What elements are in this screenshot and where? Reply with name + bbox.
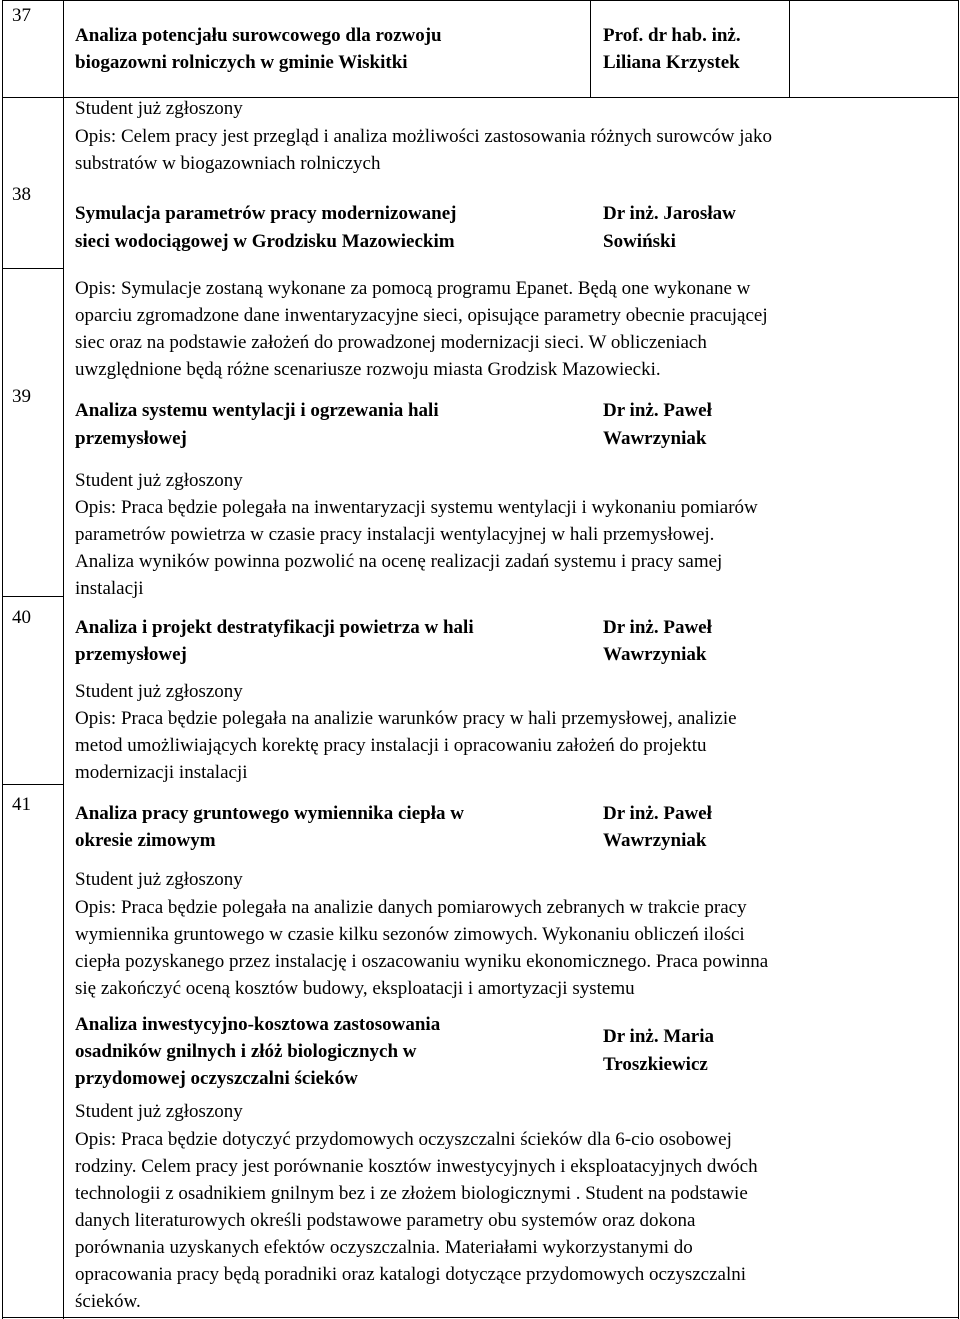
thesis-title-line: Symulacja parametrów pracy modernizowanej bbox=[75, 203, 457, 224]
description-line: metod umożliwiających korektę pracy instalacji i opracowaniu założeń do projektu bbox=[75, 735, 707, 756]
number-column-divider bbox=[63, 0, 64, 1319]
description-line: technologii z osadnikiem gnilnym bez i ze złożem biologicznymi . Student na podstawie bbox=[75, 1183, 748, 1204]
description-line: Opis: Praca będzie polegała na inwentaryzacji systemu wentylacji i wykonaniu pomiarów bbox=[75, 497, 758, 518]
description-label: Opis bbox=[75, 897, 111, 918]
thesis-title-line: przydomowej oczyszczalni ścieków bbox=[75, 1068, 358, 1089]
description-line: Opis: Praca będzie dotyczyć przydomowych oczyszczalni ścieków dla 6-cio osobowej bbox=[75, 1129, 732, 1150]
row-divider bbox=[2, 596, 64, 597]
description-line: rodziny. Celem pracy jest porównanie kosztów inwestycyjnych i eksploatacyjnych dwóch bbox=[75, 1156, 758, 1177]
row-number: 39 bbox=[12, 386, 31, 407]
description-line: oparciu zgromadzone dane inwentaryzacyjne sieci, opisujące parametry obecnie pracującej bbox=[75, 305, 768, 326]
supervisor-line: Liliana Krzystek bbox=[603, 52, 740, 73]
description-line: się zakończyć oceną kosztów budowy, eksploatacji i amortyzacji systemu bbox=[75, 978, 635, 999]
thesis-title-line: Analiza potencjału surowcowego dla rozwoju bbox=[75, 25, 442, 46]
row-number: 38 bbox=[12, 184, 31, 205]
description-label: Opis bbox=[75, 126, 111, 147]
description-label: Opis bbox=[75, 708, 111, 729]
description-text: Symulacje zostaną wykonane za pomocą programu Epanet. Będą one wykonane w bbox=[120, 278, 751, 299]
supervisor-line: Dr inż. Maria bbox=[603, 1026, 714, 1047]
status-text: Student już zgłoszony bbox=[75, 1101, 243, 1122]
thesis-title-line: Analiza systemu wentylacji i ogrzewania hali bbox=[75, 400, 439, 421]
thesis-title-line: okresie zimowym bbox=[75, 830, 216, 851]
description-text: Praca będzie polegała na analizie danych pomiarowych zebranych w trakcie pracy bbox=[120, 897, 747, 918]
table-left-border bbox=[2, 0, 3, 1319]
description-text: Praca będzie polegała na inwentaryzacji systemu wentylacji i wykonaniu pomiarów bbox=[120, 497, 758, 518]
description-line: ścieków. bbox=[75, 1291, 141, 1312]
thesis-title-line: osadników gnilnych i złóż biologicznych w bbox=[75, 1041, 417, 1062]
status-text: Student już zgłoszony bbox=[75, 470, 243, 491]
description-line: Opis: Symulacje zostaną wykonane za pomocą programu Epanet. Będą one wykonane w bbox=[75, 278, 751, 299]
supervisor-line: Wawrzyniak bbox=[603, 830, 707, 851]
status-text: Student już zgłoszony bbox=[75, 869, 243, 890]
table-top-border bbox=[2, 0, 959, 1]
status-text: Student już zgłoszony bbox=[75, 98, 243, 119]
supervisor-line: Troszkiewicz bbox=[603, 1054, 708, 1075]
table-bottom-border bbox=[2, 1317, 959, 1318]
row-number: 40 bbox=[12, 607, 31, 628]
description-line: uwzględnione będą różne scenariusze rozwoju miasta Grodzisk Mazowiecki. bbox=[75, 359, 661, 380]
description-line: Analiza wyników powinna pozwolić na ocenę realizacji zadań systemu i pracy samej bbox=[75, 551, 723, 572]
row-divider bbox=[2, 268, 64, 269]
row-divider bbox=[2, 784, 64, 785]
supervisor-line: Wawrzyniak bbox=[603, 644, 707, 665]
description-label: Opis bbox=[75, 497, 111, 518]
description-line: ciepła pozyskanego przez instalację i oszacowaniu wyniku ekonomicznego. Praca powinna bbox=[75, 951, 769, 972]
supervisor-line: Wawrzyniak bbox=[603, 428, 707, 449]
supervisor-line: Dr inż. Paweł bbox=[603, 803, 712, 824]
description-line: parametrów powietrza w czasie pracy instalacji wentylacyjnej w hali przemysłowej. bbox=[75, 524, 715, 545]
description-text: Praca będzie dotyczyć przydomowych oczyszczalni ścieków dla 6-cio osobowej bbox=[120, 1129, 732, 1150]
description-line: opracowania pracy będą poradniki oraz katalogi dotyczące przydomowych oczyszczalni bbox=[75, 1264, 747, 1285]
supervisor-line: Dr inż. Jarosław bbox=[603, 203, 736, 224]
description-line: Opis: Praca będzie polegała na analizie warunków pracy w hali przemysłowej, analizie bbox=[75, 708, 737, 729]
supervisor-line: Dr inż. Paweł bbox=[603, 400, 712, 421]
thesis-title-line: Analiza i projekt destratyfikacji powietrza w hali bbox=[75, 617, 474, 638]
status-text: Student już zgłoszony bbox=[75, 681, 243, 702]
description-line: Opis: Praca będzie polegała na analizie danych pomiarowych zebranych w trakcie pracy bbox=[75, 897, 747, 918]
thesis-title-line: przemysłowej bbox=[75, 644, 187, 665]
description-label: Opis bbox=[75, 278, 111, 299]
row-number: 37 bbox=[12, 5, 31, 26]
description-label: Opis bbox=[75, 1129, 111, 1150]
row-number: 41 bbox=[12, 794, 31, 815]
title-column-divider bbox=[590, 0, 591, 97]
supervisor-column-divider bbox=[789, 0, 790, 97]
description-line: modernizacji instalacji bbox=[75, 762, 248, 783]
description-line: substratów w biogazowniach rolniczych bbox=[75, 153, 381, 174]
thesis-title-line: Analiza inwestycyjno-kosztowa zastosowania bbox=[75, 1014, 441, 1035]
description-line: instalacji bbox=[75, 578, 144, 599]
description-line: wymiennika gruntowego w czasie kilku sezonów zimowych. Wykonaniu obliczeń ilości bbox=[75, 924, 745, 945]
description-line: siec oraz na podstawie założeń do prowadzonej modernizacji sieci. W obliczeniach bbox=[75, 332, 707, 353]
supervisor-line: Sowiński bbox=[603, 231, 676, 252]
description-line: porównania uzyskanych efektów oczyszczalnia. Materiałami wykorzystanymi do bbox=[75, 1237, 693, 1258]
thesis-title-line: Analiza pracy gruntowego wymiennika ciepła w bbox=[75, 803, 464, 824]
description-text: Praca będzie polegała na analizie warunków pracy w hali przemysłowej, analizie bbox=[120, 708, 737, 729]
thesis-title-line: biogazowni rolniczych w gminie Wiskitki bbox=[75, 52, 408, 73]
thesis-title-line: sieci wodociągowej w Grodzisku Mazowieckim bbox=[75, 231, 455, 252]
description-line: Opis: Celem pracy jest przegląd i analiza możliwości zastosowania różnych surowców jako bbox=[75, 126, 772, 147]
supervisor-line: Prof. dr hab. inż. bbox=[603, 25, 741, 46]
table-right-border bbox=[958, 0, 959, 1319]
description-line: danych literaturowych określi podstawowe parametry obu systemów oraz dokona bbox=[75, 1210, 696, 1231]
supervisor-line: Dr inż. Paweł bbox=[603, 617, 712, 638]
description-text: Celem pracy jest przegląd i analiza możliwości zastosowania różnych surowców jako bbox=[120, 126, 772, 147]
thesis-title-line: przemysłowej bbox=[75, 428, 187, 449]
